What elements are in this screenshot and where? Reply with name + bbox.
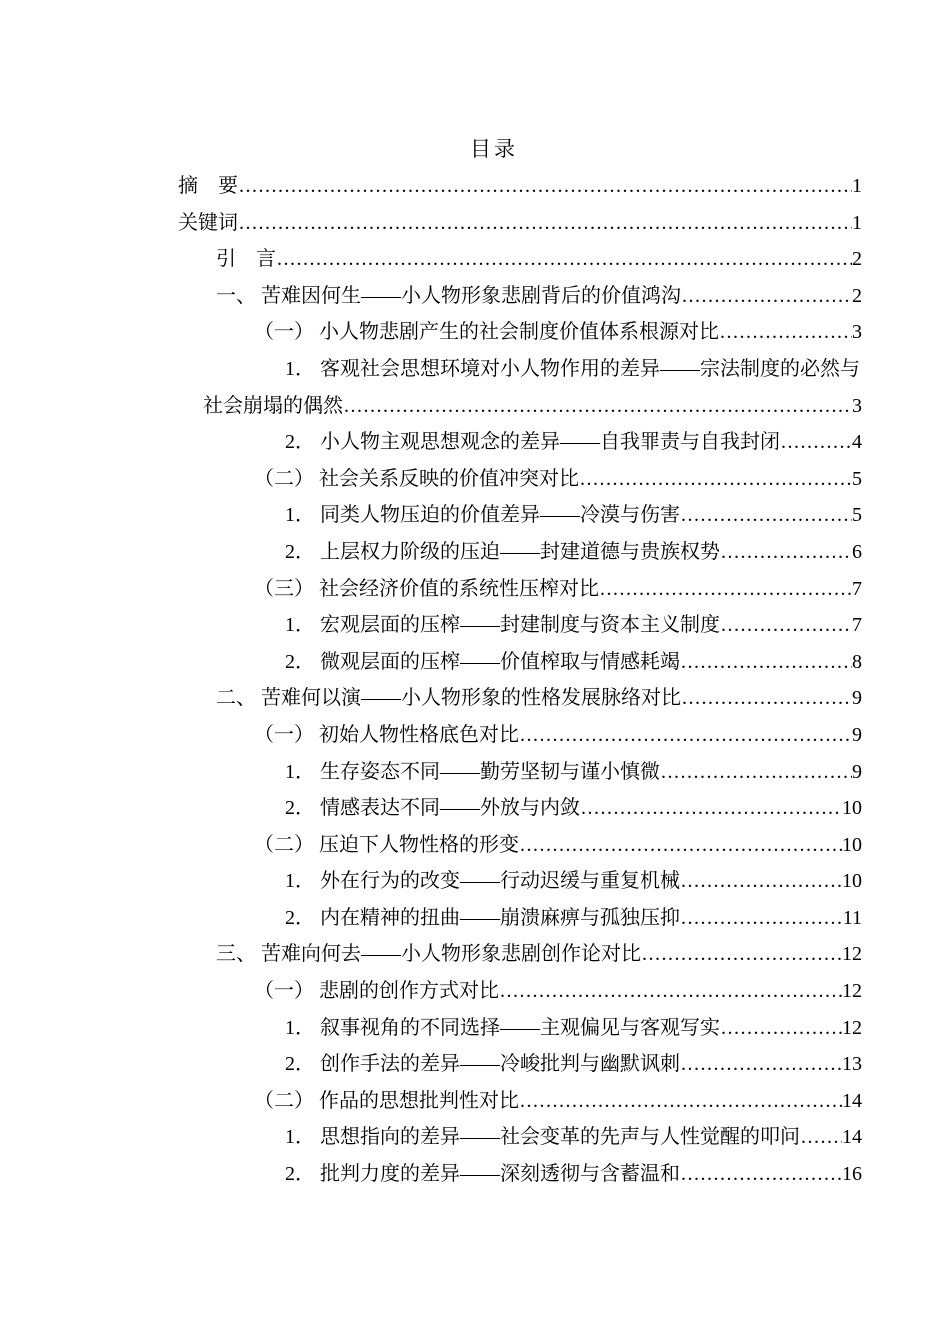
dot-leader: [680, 644, 852, 681]
toc-entry[interactable]: [178, 168, 862, 205]
toc-entry-text: 2． 创作手法的差异——冷峻批判与幽默讽刺: [285, 1053, 680, 1076]
toc-entry[interactable]: [178, 461, 862, 498]
toc-page-number: 12: [842, 980, 862, 1003]
toc-page-number: 7: [852, 614, 862, 637]
toc-entry-text: （二） 压迫下人物性格的形变: [254, 833, 519, 856]
toc-entry-text: 摘 要: [178, 175, 238, 197]
toc-entry-text: 1． 宏观层面的压榨——封建制度与资本主义制度: [285, 614, 720, 637]
toc-entry-text: 2． 小人物主观思想观念的差异——自我罪责与自我封闭: [285, 431, 780, 454]
toc-page-number: 10: [842, 870, 862, 893]
toc-entry-text: 三、 苦难向何去——小人物形象悲剧创作论对比: [216, 943, 641, 966]
dot-leader: [681, 680, 852, 717]
toc-entry-text: 1． 叙事视角的不同选择——主观偏见与客观写实: [285, 1016, 720, 1039]
dot-leader: [680, 1046, 842, 1083]
toc-entry[interactable]: [178, 680, 862, 717]
toc-entry[interactable]: [178, 900, 862, 937]
toc-entry-text: （二） 社会关系反映的价值冲突对比: [254, 467, 579, 490]
toc-entry-text: 2． 微观层面的压榨——价值榨取与情感耗竭: [285, 650, 680, 673]
dot-leader: [238, 205, 852, 242]
toc-entry[interactable]: [178, 1046, 862, 1083]
toc-page-number: 9: [852, 723, 862, 746]
dot-leader: [680, 497, 852, 534]
toc-entry[interactable]: [178, 205, 862, 242]
toc-page-number: 11: [842, 906, 862, 929]
toc-title: 目录: [470, 137, 518, 161]
toc-page-number: 5: [852, 467, 862, 490]
toc-entry[interactable]: [178, 973, 862, 1010]
toc-entry[interactable]: [178, 863, 862, 900]
dot-leader: [238, 168, 852, 205]
toc-entry[interactable]: [178, 717, 862, 754]
dot-leader: [660, 754, 852, 791]
toc-page-number: 12: [842, 1016, 862, 1039]
toc-entry-text: 2． 上层权力阶级的压迫——封建道德与贵族权势: [285, 540, 720, 563]
toc-entry[interactable]: [178, 1083, 862, 1120]
toc-page-number: 1: [852, 211, 862, 234]
toc-entry-text: （一） 悲剧的创作方式对比: [254, 980, 499, 1003]
toc-page-number: 10: [842, 833, 862, 856]
dot-leader: [719, 314, 852, 351]
dot-leader: [499, 973, 842, 1010]
dot-leader: [720, 534, 852, 571]
toc-entry-text: 1． 同类人物压迫的价值差异——冷漠与伤害: [285, 504, 680, 527]
dot-leader: [680, 1156, 842, 1193]
toc-page-number: 9: [852, 687, 862, 710]
toc-entry-text: （二） 作品的思想批判性对比: [254, 1089, 519, 1112]
toc-entry[interactable]: [178, 534, 862, 571]
toc-page-number: 16: [842, 1163, 862, 1186]
toc-entry-text: 1． 生存姿态不同——勤劳坚韧与谨小慎微: [285, 760, 660, 783]
dot-leader: [579, 461, 852, 498]
dot-leader: [519, 1083, 842, 1120]
toc-page-number: 14: [842, 1089, 862, 1112]
dot-leader: [680, 863, 842, 900]
dot-leader: [720, 607, 852, 644]
dot-leader: [519, 827, 842, 864]
toc-page-number: 10: [842, 797, 862, 820]
toc-entry-text: 社会崩塌的偶然: [203, 394, 343, 417]
toc-page-number: 6: [852, 540, 862, 563]
toc-page-number: 2: [852, 248, 862, 271]
toc-entry[interactable]: [178, 241, 862, 278]
toc-entry[interactable]: [178, 1119, 862, 1156]
dot-leader: [599, 571, 852, 608]
toc-page-number: 1: [852, 175, 862, 197]
toc-entry[interactable]: [178, 278, 862, 315]
toc-entry[interactable]: [178, 351, 862, 388]
dot-leader: [720, 1010, 842, 1047]
toc-page-number: 12: [842, 943, 862, 966]
toc-entry-text: 关键词: [178, 211, 238, 234]
toc-page-number: 5: [852, 504, 862, 527]
dot-leader: [681, 278, 852, 315]
dot-leader: [680, 900, 843, 937]
toc-entry-text: 1． 外在行为的改变——行动迟缓与重复机械: [285, 870, 680, 893]
toc-entry[interactable]: [178, 314, 862, 351]
toc-entry[interactable]: [178, 497, 862, 534]
toc-entry-text: 2． 内在精神的扭曲——崩溃麻痹与孤独压抑: [285, 906, 680, 929]
toc-entry-text: 2． 情感表达不同——外放与内敛: [285, 797, 580, 820]
toc-page-number: 2: [852, 284, 862, 307]
toc-entry-text: 2． 批判力度的差异——深刻透彻与含蓄温和: [285, 1163, 680, 1186]
toc-entry[interactable]: [178, 1156, 862, 1193]
toc-page-number: 8: [852, 650, 862, 673]
toc-entry[interactable]: [178, 644, 862, 681]
dot-leader: [641, 936, 842, 973]
dot-leader: [519, 717, 852, 754]
toc-page-number: 4: [852, 431, 862, 454]
toc-entry[interactable]: [178, 571, 862, 608]
toc-entry[interactable]: [178, 1010, 862, 1047]
toc-entry[interactable]: [178, 754, 862, 791]
toc-page-number: 14: [842, 1126, 862, 1149]
toc-entry-text: （三） 社会经济价值的系统性压榨对比: [254, 577, 599, 600]
toc-page-number: 9: [852, 760, 862, 783]
toc-entry-continuation[interactable]: [178, 388, 862, 425]
toc-entry-text: 引 言: [216, 248, 276, 271]
toc-entry[interactable]: [178, 936, 862, 973]
toc-page-number: 13: [842, 1053, 862, 1076]
dot-leader: [276, 241, 852, 278]
dot-leader: [580, 790, 842, 827]
toc-entry[interactable]: [178, 827, 862, 864]
toc-page-number: 3: [852, 394, 862, 417]
dot-leader: [780, 424, 852, 461]
toc-list: [178, 168, 862, 1193]
dot-leader: [343, 388, 852, 425]
toc-entry-text: （一） 小人物悲剧产生的社会制度价值体系根源对比: [254, 321, 719, 344]
toc-entry[interactable]: [178, 607, 862, 644]
toc-entry-text: 二、 苦难何以演——小人物形象的性格发展脉络对比: [216, 687, 681, 710]
toc-entry-text: 1． 客观社会思想环境对小人物作用的差异——宗法制度的必然与: [285, 357, 860, 380]
toc-page-number: 3: [852, 321, 862, 344]
toc-entry[interactable]: [178, 790, 862, 827]
toc-entry-text: 一、 苦难因何生——小人物形象悲剧背后的价值鸿沟: [216, 284, 681, 307]
dot-leader: [800, 1119, 842, 1156]
toc-entry[interactable]: [178, 424, 862, 461]
toc-page-number: 7: [852, 577, 862, 600]
toc-entry-text: 1． 思想指向的差异——社会变革的先声与人性觉醒的叩问: [285, 1126, 800, 1149]
toc-entry-text: （一） 初始人物性格底色对比: [254, 723, 519, 746]
